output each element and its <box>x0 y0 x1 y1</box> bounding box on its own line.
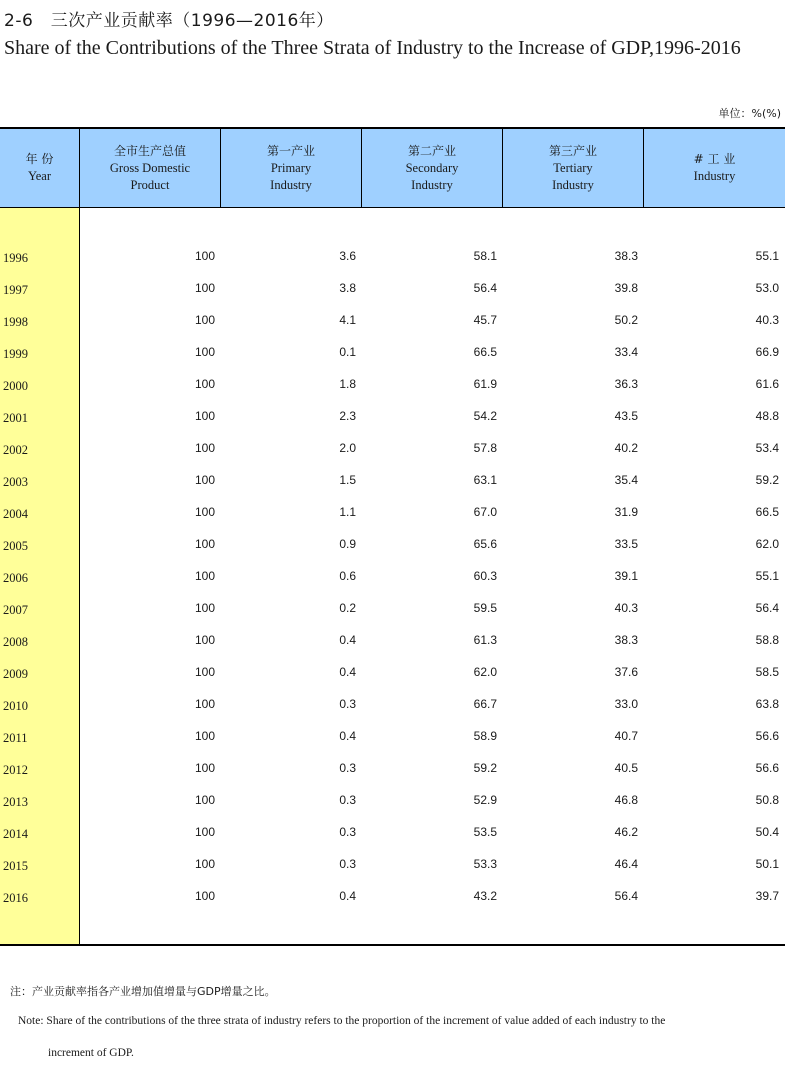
value-cell: 65.6 <box>473 537 497 551</box>
table-row <box>0 825 785 843</box>
value-cell: 36.3 <box>614 377 638 391</box>
value-cell: 100 <box>194 569 215 583</box>
year-cell: 2006 <box>3 571 28 585</box>
value-cell: 37.6 <box>614 665 638 679</box>
year-cell: 2008 <box>3 635 28 649</box>
value-cell: 53.5 <box>473 825 497 839</box>
value-cell: 56.6 <box>755 729 779 743</box>
value-cell: 58.8 <box>755 633 779 647</box>
header-divider <box>220 129 221 207</box>
value-cell: 62.0 <box>755 537 779 551</box>
value-cell: 0.3 <box>339 697 356 711</box>
note-en-line-1: Note: Share of the contributions of the three strata of industry refers to the proportion of the increment of value added of each industry to the <box>18 1015 666 1027</box>
header-cell-0 <box>0 129 79 207</box>
value-cell: 46.2 <box>614 825 638 839</box>
value-cell: 63.1 <box>473 473 497 487</box>
value-cell: 0.9 <box>339 537 356 551</box>
header-cn: 第二产业 <box>407 143 456 158</box>
value-cell: 3.8 <box>339 281 356 295</box>
value-cell: 3.6 <box>339 249 356 263</box>
table-row <box>0 857 785 875</box>
value-cell: 35.4 <box>614 473 638 487</box>
value-cell: 1.5 <box>339 473 356 487</box>
value-cell: 31.9 <box>614 505 638 519</box>
header-en: Industry <box>693 169 736 183</box>
value-cell: 1.8 <box>339 377 356 391</box>
header-en: Tertiary <box>553 160 593 175</box>
year-cell: 2012 <box>3 763 28 777</box>
value-cell: 55.1 <box>755 569 779 583</box>
header-divider <box>361 129 362 207</box>
table-row <box>0 377 785 395</box>
year-cell: 2005 <box>3 539 28 553</box>
year-cell: 1997 <box>3 283 28 297</box>
note-en-line-2: increment of GDP. <box>48 1047 134 1059</box>
value-cell: 100 <box>194 313 215 327</box>
header-cn: 第三产业 <box>548 143 597 158</box>
table-row <box>0 761 785 779</box>
value-cell: 40.7 <box>614 729 638 743</box>
value-cell: 63.8 <box>755 697 779 711</box>
header-cell-4 <box>503 129 643 207</box>
value-cell: 0.1 <box>339 345 356 359</box>
value-cell: 62.0 <box>473 665 497 679</box>
value-cell: 50.8 <box>755 793 779 807</box>
header-en: Product <box>130 177 170 192</box>
header-en: Industry <box>270 177 312 192</box>
value-cell: 39.1 <box>614 569 638 583</box>
value-cell: 66.9 <box>755 345 779 359</box>
value-cell: 38.3 <box>614 633 638 647</box>
header-divider <box>643 129 644 207</box>
value-cell: 50.1 <box>755 857 779 871</box>
year-cell: 2007 <box>3 603 28 617</box>
value-cell: 0.3 <box>339 857 356 871</box>
table-row <box>0 537 785 555</box>
header-cell-5 <box>644 129 785 207</box>
header-cn: 第一产业 <box>266 143 315 158</box>
table-row <box>0 633 785 651</box>
value-cell: 0.3 <box>339 761 356 775</box>
table-row <box>0 409 785 427</box>
table-row <box>0 793 785 811</box>
year-cell: 2010 <box>3 699 28 713</box>
value-cell: 40.3 <box>614 601 638 615</box>
value-cell: 100 <box>194 537 215 551</box>
header-en: Primary <box>270 160 312 175</box>
value-cell: 53.3 <box>473 857 497 871</box>
value-cell: 58.9 <box>473 729 497 743</box>
value-cell: 0.4 <box>339 729 356 743</box>
value-cell: 100 <box>194 857 215 871</box>
value-cell: 55.1 <box>755 249 779 263</box>
table-row <box>0 697 785 715</box>
value-cell: 61.6 <box>755 377 779 391</box>
value-cell: 58.1 <box>473 249 497 263</box>
data-table <box>0 127 785 946</box>
value-cell: 100 <box>194 281 215 295</box>
value-cell: 1.1 <box>339 505 356 519</box>
value-cell: 59.2 <box>755 473 779 487</box>
value-cell: 40.3 <box>755 313 779 327</box>
value-cell: 58.5 <box>755 665 779 679</box>
value-cell: 56.6 <box>755 761 779 775</box>
year-cell: 2004 <box>3 507 28 521</box>
value-cell: 39.8 <box>614 281 638 295</box>
value-cell: 0.3 <box>339 793 356 807</box>
table-row <box>0 505 785 523</box>
value-cell: 39.7 <box>755 889 779 903</box>
value-cell: 0.3 <box>339 825 356 839</box>
year-cell: 2013 <box>3 795 28 809</box>
table-row <box>0 313 785 331</box>
table-row <box>0 729 785 747</box>
value-cell: 100 <box>194 473 215 487</box>
header-en: Secondary <box>405 160 459 175</box>
value-cell: 0.6 <box>339 569 356 583</box>
value-cell: 66.5 <box>755 505 779 519</box>
table-row <box>0 441 785 459</box>
value-cell: 66.5 <box>473 345 497 359</box>
value-cell: 100 <box>194 793 215 807</box>
table-row <box>0 601 785 619</box>
value-cell: 50.2 <box>614 313 638 327</box>
value-cell: 0.4 <box>339 665 356 679</box>
value-cell: 46.8 <box>614 793 638 807</box>
page-title-en: Share of the Contributions of the Three Strata of Industry to the Increase of GDP,1996-2016 <box>4 37 741 59</box>
header-cn: 全市生产总值 <box>113 143 186 158</box>
table-row <box>0 473 785 491</box>
header-cn: 年 份 <box>25 152 54 166</box>
value-cell: 0.4 <box>339 633 356 647</box>
value-cell: 2.0 <box>339 441 356 455</box>
year-cell: 1999 <box>3 347 28 361</box>
value-cell: 61.9 <box>473 377 497 391</box>
value-cell: 100 <box>194 345 215 359</box>
value-cell: 100 <box>194 249 215 263</box>
header-cn: # 工 业 <box>693 152 736 166</box>
value-cell: 61.3 <box>473 633 497 647</box>
value-cell: 57.8 <box>473 441 497 455</box>
header-en: Industry <box>411 177 453 192</box>
value-cell: 56.4 <box>755 601 779 615</box>
header-en: Gross Domestic <box>109 160 191 175</box>
year-cell: 2002 <box>3 443 28 457</box>
header-en: Year <box>27 169 52 183</box>
value-cell: 52.9 <box>473 793 497 807</box>
value-cell: 38.3 <box>614 249 638 263</box>
year-cell: 1998 <box>3 315 28 329</box>
value-cell: 43.2 <box>473 889 497 903</box>
value-cell: 0.4 <box>339 889 356 903</box>
value-cell: 60.3 <box>473 569 497 583</box>
year-cell: 2015 <box>3 859 28 873</box>
table-row <box>0 249 785 267</box>
table-row <box>0 281 785 299</box>
value-cell: 100 <box>194 409 215 423</box>
value-cell: 46.4 <box>614 857 638 871</box>
page-title-cn: 2-6 三次产业贡献率（1996—2016年） <box>4 11 334 31</box>
value-cell: 48.8 <box>755 409 779 423</box>
year-cell: 1996 <box>3 251 28 265</box>
value-cell: 50.4 <box>755 825 779 839</box>
value-cell: 53.0 <box>755 281 779 295</box>
value-cell: 59.2 <box>473 761 497 775</box>
value-cell: 43.5 <box>614 409 638 423</box>
value-cell: 40.2 <box>614 441 638 455</box>
value-cell: 33.4 <box>614 345 638 359</box>
year-cell: 2003 <box>3 475 28 489</box>
value-cell: 100 <box>194 633 215 647</box>
header-cell-1 <box>80 129 220 207</box>
table-row <box>0 345 785 363</box>
value-cell: 54.2 <box>473 409 497 423</box>
year-cell: 2016 <box>3 891 28 905</box>
year-cell: 2011 <box>3 731 28 745</box>
value-cell: 100 <box>194 665 215 679</box>
header-divider <box>502 129 503 207</box>
table-row <box>0 889 785 907</box>
value-cell: 33.5 <box>614 537 638 551</box>
value-cell: 100 <box>194 889 215 903</box>
value-cell: 100 <box>194 377 215 391</box>
unit-label: 单位：%(%) <box>718 107 781 120</box>
value-cell: 0.2 <box>339 601 356 615</box>
value-cell: 4.1 <box>339 313 356 327</box>
header-en: Industry <box>552 177 594 192</box>
header-divider <box>79 129 80 207</box>
value-cell: 100 <box>194 505 215 519</box>
note-cn: 注：产业贡献率指各产业增加值增量与GDP增量之比。 <box>10 985 276 998</box>
year-cell: 2000 <box>3 379 28 393</box>
table-row <box>0 665 785 683</box>
value-cell: 40.5 <box>614 761 638 775</box>
year-cell: 2009 <box>3 667 28 681</box>
year-cell: 2014 <box>3 827 28 841</box>
value-cell: 100 <box>194 697 215 711</box>
value-cell: 33.0 <box>614 697 638 711</box>
value-cell: 53.4 <box>755 441 779 455</box>
header-cell-2 <box>221 129 361 207</box>
year-cell: 2001 <box>3 411 28 425</box>
value-cell: 66.7 <box>473 697 497 711</box>
value-cell: 59.5 <box>473 601 497 615</box>
table-row <box>0 569 785 587</box>
value-cell: 2.3 <box>339 409 356 423</box>
value-cell: 100 <box>194 729 215 743</box>
value-cell: 100 <box>194 761 215 775</box>
header-cell-3 <box>362 129 502 207</box>
value-cell: 100 <box>194 601 215 615</box>
value-cell: 56.4 <box>473 281 497 295</box>
value-cell: 100 <box>194 825 215 839</box>
value-cell: 45.7 <box>473 313 497 327</box>
value-cell: 56.4 <box>614 889 638 903</box>
value-cell: 100 <box>194 441 215 455</box>
value-cell: 67.0 <box>473 505 497 519</box>
